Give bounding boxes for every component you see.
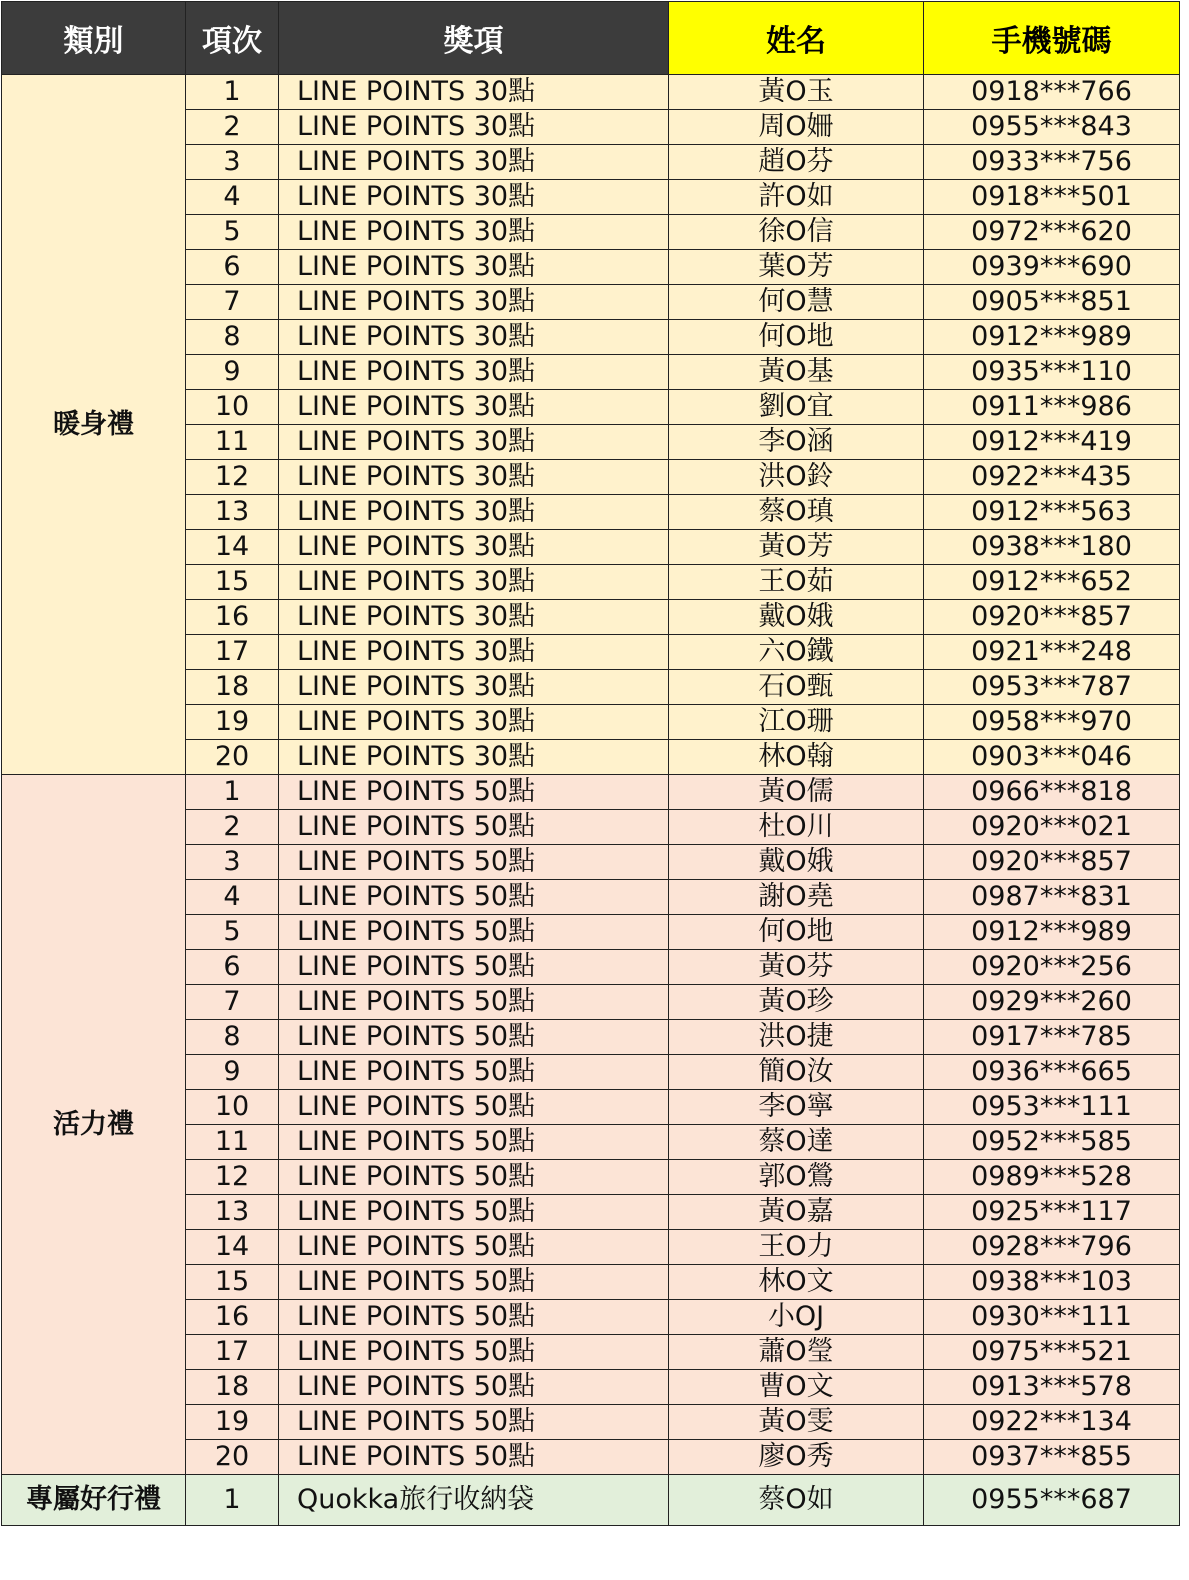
name-cell: 小OJ: [669, 1300, 924, 1335]
phone-cell: 0912***989: [924, 320, 1180, 355]
name-cell: 黃O芳: [669, 530, 924, 565]
name-cell: 江O珊: [669, 705, 924, 740]
prize-cell: Quokka旅行收納袋: [279, 1475, 669, 1526]
item-no-cell: 9: [186, 1055, 279, 1090]
prize-cell: LINE POINTS 30點: [279, 285, 669, 320]
group-exclusive: [2, 1475, 1180, 1526]
phone-cell: 0938***103: [924, 1265, 1180, 1300]
prize-cell: LINE POINTS 30點: [279, 530, 669, 565]
prize-cell: LINE POINTS 50點: [279, 1055, 669, 1090]
item-no-cell: 7: [186, 985, 279, 1020]
header-phone: 手機號碼: [924, 2, 1180, 75]
prize-cell: LINE POINTS 50點: [279, 880, 669, 915]
phone-cell: 0953***111: [924, 1090, 1180, 1125]
name-cell: 何O慧: [669, 285, 924, 320]
item-no-cell: 17: [186, 1335, 279, 1370]
prize-cell: LINE POINTS 50點: [279, 950, 669, 985]
phone-cell: 0911***986: [924, 390, 1180, 425]
header-category: 類別: [2, 2, 186, 75]
phone-cell: 0933***756: [924, 145, 1180, 180]
name-cell: 黃O芬: [669, 950, 924, 985]
prize-cell: LINE POINTS 30點: [279, 250, 669, 285]
name-cell: 蕭O瑩: [669, 1335, 924, 1370]
name-cell: 葉O芳: [669, 250, 924, 285]
prize-cell: LINE POINTS 30點: [279, 390, 669, 425]
group-vitality: [2, 775, 1180, 1475]
phone-cell: 0913***578: [924, 1370, 1180, 1405]
name-cell: 戴O娥: [669, 845, 924, 880]
name-cell: 許O如: [669, 180, 924, 215]
item-no-cell: 16: [186, 600, 279, 635]
prize-cell: LINE POINTS 30點: [279, 565, 669, 600]
prize-cell: LINE POINTS 50點: [279, 1300, 669, 1335]
table-row: [2, 75, 1180, 110]
prize-cell: LINE POINTS 50點: [279, 845, 669, 880]
item-no-cell: 2: [186, 110, 279, 145]
name-cell: 黃O珍: [669, 985, 924, 1020]
prize-cell: LINE POINTS 30點: [279, 495, 669, 530]
phone-cell: 0920***256: [924, 950, 1180, 985]
name-cell: 曹O文: [669, 1370, 924, 1405]
phone-cell: 0987***831: [924, 880, 1180, 915]
prize-cell: LINE POINTS 30點: [279, 635, 669, 670]
category-cell: 專屬好行禮: [2, 1475, 186, 1526]
item-no-cell: 1: [186, 1475, 279, 1526]
prize-cell: LINE POINTS 30點: [279, 425, 669, 460]
phone-cell: 0912***563: [924, 495, 1180, 530]
prize-cell: LINE POINTS 50點: [279, 1265, 669, 1300]
winners-table: [1, 1, 1180, 1526]
item-no-cell: 2: [186, 810, 279, 845]
item-no-cell: 14: [186, 1230, 279, 1265]
item-no-cell: 10: [186, 390, 279, 425]
name-cell: 六O鐵: [669, 635, 924, 670]
phone-cell: 0937***855: [924, 1440, 1180, 1475]
prize-cell: LINE POINTS 50點: [279, 1370, 669, 1405]
item-no-cell: 4: [186, 880, 279, 915]
name-cell: 石O甄: [669, 670, 924, 705]
name-cell: 黃O基: [669, 355, 924, 390]
category-cell: 活力禮: [2, 775, 186, 1475]
name-cell: 蔡O達: [669, 1125, 924, 1160]
item-no-cell: 15: [186, 1265, 279, 1300]
prize-cell: LINE POINTS 30點: [279, 145, 669, 180]
phone-cell: 0903***046: [924, 740, 1180, 775]
item-no-cell: 6: [186, 950, 279, 985]
prize-cell: LINE POINTS 50點: [279, 810, 669, 845]
table-header: [2, 2, 1180, 75]
prize-cell: LINE POINTS 50點: [279, 1335, 669, 1370]
phone-cell: 0938***180: [924, 530, 1180, 565]
phone-cell: 0928***796: [924, 1230, 1180, 1265]
name-cell: 王O力: [669, 1230, 924, 1265]
phone-cell: 0939***690: [924, 250, 1180, 285]
item-no-cell: 20: [186, 740, 279, 775]
name-cell: 劉O宜: [669, 390, 924, 425]
name-cell: 李O涵: [669, 425, 924, 460]
phone-cell: 0912***652: [924, 565, 1180, 600]
phone-cell: 0920***021: [924, 810, 1180, 845]
name-cell: 黃O玉: [669, 75, 924, 110]
name-cell: 王O茹: [669, 565, 924, 600]
phone-cell: 0920***857: [924, 845, 1180, 880]
name-cell: 戴O娥: [669, 600, 924, 635]
item-no-cell: 5: [186, 215, 279, 250]
name-cell: 何O地: [669, 915, 924, 950]
phone-cell: 0989***528: [924, 1160, 1180, 1195]
phone-cell: 0921***248: [924, 635, 1180, 670]
prize-cell: LINE POINTS 50點: [279, 915, 669, 950]
item-no-cell: 1: [186, 775, 279, 810]
phone-cell: 0972***620: [924, 215, 1180, 250]
prize-cell: LINE POINTS 30點: [279, 460, 669, 495]
prize-cell: LINE POINTS 50點: [279, 1090, 669, 1125]
item-no-cell: 15: [186, 565, 279, 600]
name-cell: 徐O信: [669, 215, 924, 250]
header-item-no: 項次: [186, 2, 279, 75]
phone-cell: 0912***989: [924, 915, 1180, 950]
item-no-cell: 19: [186, 1405, 279, 1440]
item-no-cell: 14: [186, 530, 279, 565]
name-cell: 黃O雯: [669, 1405, 924, 1440]
prize-cell: LINE POINTS 30點: [279, 75, 669, 110]
item-no-cell: 10: [186, 1090, 279, 1125]
prize-cell: LINE POINTS 50點: [279, 775, 669, 810]
name-cell: 蔡O如: [669, 1475, 924, 1526]
prize-cell: LINE POINTS 50點: [279, 1405, 669, 1440]
name-cell: 黃O儒: [669, 775, 924, 810]
prize-cell: LINE POINTS 30點: [279, 355, 669, 390]
phone-cell: 0952***585: [924, 1125, 1180, 1160]
phone-cell: 0918***766: [924, 75, 1180, 110]
item-no-cell: 18: [186, 670, 279, 705]
phone-cell: 0929***260: [924, 985, 1180, 1020]
phone-cell: 0955***687: [924, 1475, 1180, 1526]
item-no-cell: 11: [186, 1125, 279, 1160]
item-no-cell: 5: [186, 915, 279, 950]
item-no-cell: 8: [186, 1020, 279, 1055]
phone-cell: 0922***435: [924, 460, 1180, 495]
header-prize: 獎項: [279, 2, 669, 75]
item-no-cell: 3: [186, 145, 279, 180]
header-row: [2, 2, 1180, 75]
prize-cell: LINE POINTS 50點: [279, 1160, 669, 1195]
phone-cell: 0975***521: [924, 1335, 1180, 1370]
name-cell: 謝O堯: [669, 880, 924, 915]
phone-cell: 0905***851: [924, 285, 1180, 320]
name-cell: 洪O捷: [669, 1020, 924, 1055]
group-warmup: [2, 75, 1180, 775]
item-no-cell: 13: [186, 1195, 279, 1230]
prize-cell: LINE POINTS 30點: [279, 740, 669, 775]
item-no-cell: 16: [186, 1300, 279, 1335]
phone-cell: 0917***785: [924, 1020, 1180, 1055]
table-row: [2, 775, 1180, 810]
prize-cell: LINE POINTS 50點: [279, 1195, 669, 1230]
phone-cell: 0935***110: [924, 355, 1180, 390]
item-no-cell: 4: [186, 180, 279, 215]
item-no-cell: 17: [186, 635, 279, 670]
prize-cell: LINE POINTS 50點: [279, 985, 669, 1020]
prize-cell: LINE POINTS 50點: [279, 1230, 669, 1265]
phone-cell: 0958***970: [924, 705, 1180, 740]
phone-cell: 0918***501: [924, 180, 1180, 215]
item-no-cell: 8: [186, 320, 279, 355]
phone-cell: 0922***134: [924, 1405, 1180, 1440]
item-no-cell: 6: [186, 250, 279, 285]
phone-cell: 0925***117: [924, 1195, 1180, 1230]
name-cell: 李O寧: [669, 1090, 924, 1125]
item-no-cell: 12: [186, 1160, 279, 1195]
name-cell: 周O姍: [669, 110, 924, 145]
item-no-cell: 9: [186, 355, 279, 390]
phone-cell: 0920***857: [924, 600, 1180, 635]
prize-cell: LINE POINTS 50點: [279, 1440, 669, 1475]
phone-cell: 0966***818: [924, 775, 1180, 810]
item-no-cell: 13: [186, 495, 279, 530]
phone-cell: 0953***787: [924, 670, 1180, 705]
item-no-cell: 11: [186, 425, 279, 460]
item-no-cell: 19: [186, 705, 279, 740]
prize-cell: LINE POINTS 30點: [279, 705, 669, 740]
name-cell: 趙O芬: [669, 145, 924, 180]
item-no-cell: 18: [186, 1370, 279, 1405]
prize-cell: LINE POINTS 30點: [279, 215, 669, 250]
name-cell: 黃O嘉: [669, 1195, 924, 1230]
name-cell: 洪O鈴: [669, 460, 924, 495]
prize-cell: LINE POINTS 30點: [279, 600, 669, 635]
name-cell: 林O文: [669, 1265, 924, 1300]
item-no-cell: 7: [186, 285, 279, 320]
phone-cell: 0955***843: [924, 110, 1180, 145]
name-cell: 杜O川: [669, 810, 924, 845]
phone-cell: 0912***419: [924, 425, 1180, 460]
item-no-cell: 20: [186, 1440, 279, 1475]
name-cell: 林O翰: [669, 740, 924, 775]
prize-cell: LINE POINTS 30點: [279, 670, 669, 705]
table-row: [2, 1475, 1180, 1526]
prize-cell: LINE POINTS 30點: [279, 320, 669, 355]
name-cell: 蔡O瑱: [669, 495, 924, 530]
name-cell: 郭O鶯: [669, 1160, 924, 1195]
category-cell: 暖身禮: [2, 75, 186, 775]
item-no-cell: 12: [186, 460, 279, 495]
header-name: 姓名: [669, 2, 924, 75]
prize-cell: LINE POINTS 50點: [279, 1020, 669, 1055]
item-no-cell: 3: [186, 845, 279, 880]
name-cell: 何O地: [669, 320, 924, 355]
phone-cell: 0936***665: [924, 1055, 1180, 1090]
name-cell: 簡O汝: [669, 1055, 924, 1090]
phone-cell: 0930***111: [924, 1300, 1180, 1335]
prize-cell: LINE POINTS 30點: [279, 110, 669, 145]
item-no-cell: 1: [186, 75, 279, 110]
name-cell: 廖O秀: [669, 1440, 924, 1475]
prize-cell: LINE POINTS 30點: [279, 180, 669, 215]
prize-cell: LINE POINTS 50點: [279, 1125, 669, 1160]
